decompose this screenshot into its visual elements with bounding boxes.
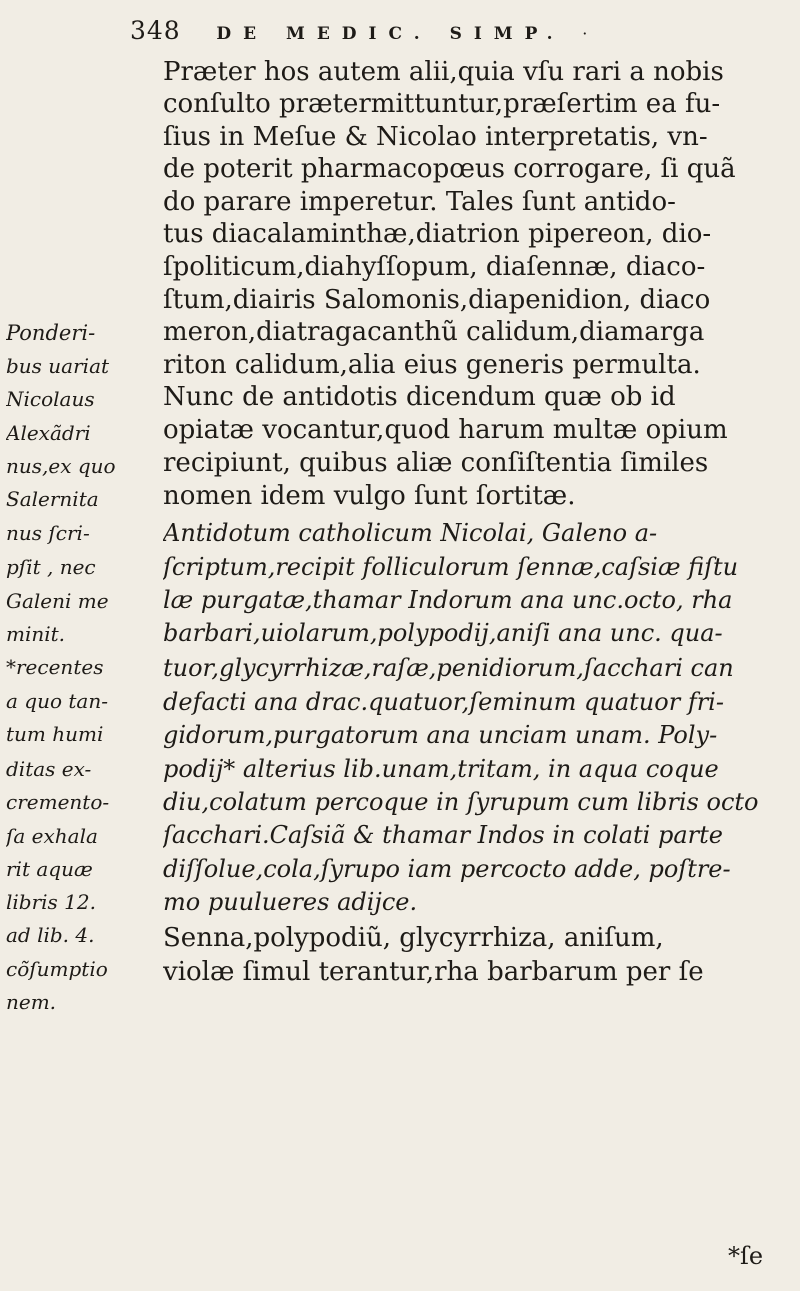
- margin-note-line: a quo tan-: [6, 689, 108, 713]
- margin-note-line: minit.: [6, 622, 66, 646]
- margin-note-line: Alexãdri: [6, 421, 91, 445]
- main-text-line: do parare imperetur. Tales ſunt antido-: [163, 187, 676, 217]
- main-text-line: gidorum,purgatorum ana unciam unam. Poly-: [163, 721, 718, 749]
- main-text-line: barbari,uiolarum,polypodij,aniſi ana unc. qua-: [163, 619, 723, 647]
- main-text-line: conſulto prætermittuntur,præſertim ea fu-: [163, 89, 721, 119]
- margin-note-line: nus,ex quo: [6, 454, 116, 478]
- main-text-line: Senna,polypodiũ, glycyrrhiza, aniſum,: [163, 923, 664, 953]
- margin-note-line: cõſumptio: [6, 957, 108, 981]
- margin-note-line: Galeni me: [6, 589, 109, 613]
- main-text-line: ſius in Meſue & Nicolao interpretatis, vn-: [163, 122, 708, 152]
- margin-note-line: rit aquæ: [6, 857, 93, 881]
- main-text-line: violæ ſimul terantur,rha barbarum per ſe: [163, 957, 704, 987]
- margin-note-line: bus uariat: [6, 354, 110, 378]
- main-text-line: ſacchari.Caſsiã & thamar Indos in colati parte: [163, 821, 723, 849]
- page-header: [130, 16, 730, 56]
- main-text-line: recipiunt, quibus aliæ conſiſtentia ſimiles: [163, 448, 709, 478]
- margin-note-line: pſit , nec: [6, 555, 96, 579]
- main-text-line: nomen idem vulgo ſunt ſortitæ.: [163, 481, 576, 511]
- margin-note-line: nus ſcri-: [6, 521, 90, 545]
- margin-note-line: nem.: [6, 990, 57, 1014]
- main-text-line: diſſolue,cola,ſyrupo iam percocto adde, poſtre-: [163, 855, 731, 883]
- margin-note-line: ad lib. 4.: [6, 923, 95, 947]
- margin-note-line: tum humi: [6, 722, 104, 746]
- margin-note-line: Ponderi-: [6, 321, 96, 345]
- margin-note-line: libris 12.: [6, 890, 96, 914]
- main-text-line: ſpoliticum,diahyſſopum, diaſennæ, diaco-: [163, 252, 706, 282]
- running-title: DE MEDIC. SIMP.: [216, 24, 565, 44]
- main-text-line: diu,colatum percoque in ſyrupum cum libris octo: [163, 788, 759, 816]
- margin-note-line: *recentes: [6, 655, 104, 679]
- main-text-line: podij* alterius lib.unam,tritam, in aqua coque: [163, 755, 719, 783]
- margin-note-line: Nicolaus: [6, 387, 95, 411]
- margin-note-line: ſa exhala: [6, 824, 98, 848]
- main-text-line: opiatæ vocantur,quod harum multæ opium: [163, 415, 728, 445]
- header-mark: ·: [582, 24, 589, 43]
- main-text-line: tus diacalaminthæ,diatrion pipereon, dio-: [163, 219, 712, 249]
- main-text-line: meron,diatragacanthũ calidum,diamarga: [163, 317, 705, 347]
- main-text-line: defacti ana drac.quatuor,ſeminum quatuor fri-: [163, 688, 724, 716]
- catchword: *ſe: [728, 1242, 764, 1270]
- margin-note-line: ditas ex-: [6, 757, 92, 781]
- main-text-line: Nunc de antidotis dicendum quæ ob id: [163, 382, 676, 412]
- page-number: 348: [130, 16, 181, 45]
- margin-note-line: Salernita: [6, 487, 99, 511]
- main-text-line: mo puulueres adijce.: [163, 888, 418, 916]
- main-text-line: ſtum,diairis Salomonis,diapenidion, diaco: [163, 285, 711, 315]
- margin-note-line: cremento-: [6, 790, 110, 814]
- main-text-line: de poterit pharmacopœus corrogare, ſi quã: [163, 154, 736, 184]
- main-text-line: Præter hos autem alii,quia vſu rari a nobis: [163, 57, 724, 87]
- main-text-line: læ purgatæ,thamar Indorum ana unc.octo, rha: [163, 586, 733, 614]
- main-text-line: riton calidum,alia eius generis permulta.: [163, 350, 701, 380]
- main-text-line: ſcriptum,recipit folliculorum ſennæ,caſsiæ fiſtu: [163, 553, 739, 581]
- main-text-line: Antidotum catholicum Nicolai, Galeno a-: [163, 519, 658, 547]
- main-text-line: tuor,glycyrrhizæ,raſæ,penidiorum,ſacchari can: [163, 654, 734, 682]
